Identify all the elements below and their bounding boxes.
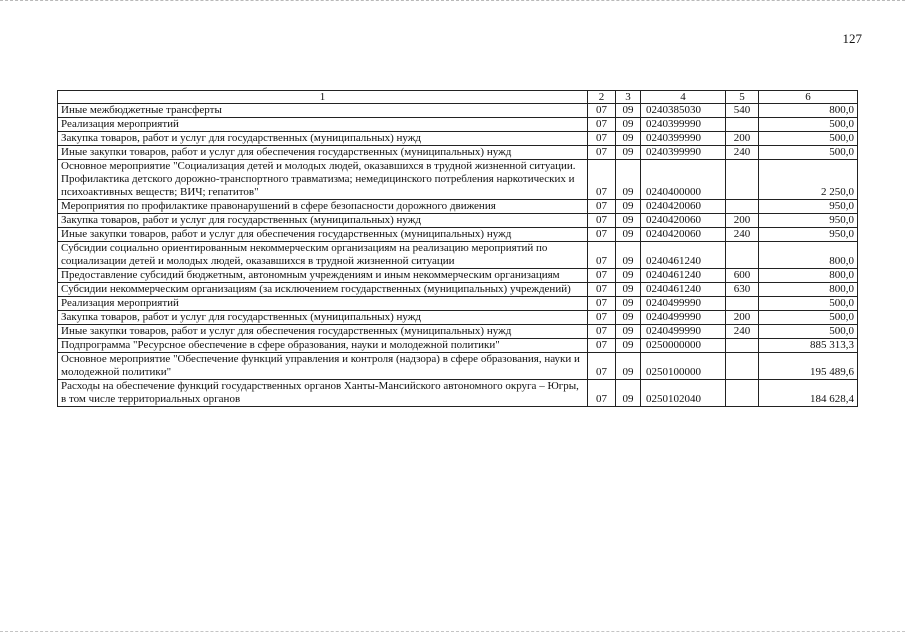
- row-expense-type-cell: 630: [726, 283, 759, 297]
- row-section-cell: 07: [588, 269, 616, 283]
- row-target-article-cell: 0240461240: [641, 242, 726, 269]
- row-name-cell: Основное мероприятие "Социализация детей и молодых людей, оказавшихся в трудной жизненной ситуации. Профилактика детского дорожно-транспортного травматизма; немедицинского потребления наркотических и психоактивных веществ; ВИЧ; гепатитов": [58, 160, 588, 200]
- row-expense-type-cell: 540: [726, 104, 759, 118]
- row-name-cell: Реализация мероприятий: [58, 118, 588, 132]
- header-cell: 5: [726, 91, 759, 104]
- row-target-article-cell: 0250000000: [641, 339, 726, 353]
- row-subsection-cell: 09: [616, 380, 641, 407]
- table-row: [58, 380, 858, 407]
- row-sum-cell: 500,0: [759, 132, 858, 146]
- row-target-article-cell: 0240420060: [641, 200, 726, 214]
- row-name-cell: Основное мероприятие "Обеспечение функций управления и контроля (надзора) в сфере образования, науки и молодежной политики": [58, 353, 588, 380]
- row-target-article-cell: 0240461240: [641, 283, 726, 297]
- header-cell: 2: [588, 91, 616, 104]
- row-section-cell: 07: [588, 214, 616, 228]
- row-target-article-cell: 0240420060: [641, 214, 726, 228]
- row-sum-cell: 800,0: [759, 104, 858, 118]
- row-target-article-cell: 0240420060: [641, 228, 726, 242]
- row-target-article-cell: 0240400000: [641, 160, 726, 200]
- row-name-cell: Иные межбюджетные трансферты: [58, 104, 588, 118]
- row-expense-type-cell: [726, 353, 759, 380]
- row-name-cell: Закупка товаров, работ и услуг для государственных (муниципальных) нужд: [58, 311, 588, 325]
- row-section-cell: 07: [588, 325, 616, 339]
- row-target-article-cell: 0240399990: [641, 132, 726, 146]
- table-row: [58, 228, 858, 242]
- row-name-cell: Расходы на обеспечение функций государственных органов Ханты-Мансийского автономного округа – Югры, в том числе территориальных органов: [58, 380, 588, 407]
- row-expense-type-cell: 200: [726, 311, 759, 325]
- row-name-cell: Иные закупки товаров, работ и услуг для обеспечения государственных (муниципальных) нужд: [58, 325, 588, 339]
- row-target-article-cell: 0240399990: [641, 146, 726, 160]
- row-name-cell: Предоставление субсидий бюджетным, автономным учреждениям и иным некоммерческим организациям: [58, 269, 588, 283]
- row-subsection-cell: 09: [616, 132, 641, 146]
- table-row: [58, 132, 858, 146]
- row-name-cell: Закупка товаров, работ и услуг для государственных (муниципальных) нужд: [58, 132, 588, 146]
- row-subsection-cell: 09: [616, 214, 641, 228]
- row-sum-cell: 500,0: [759, 297, 858, 311]
- row-expense-type-cell: [726, 118, 759, 132]
- row-section-cell: 07: [588, 353, 616, 380]
- table-row: [58, 242, 858, 269]
- table-row: [58, 104, 858, 118]
- row-name-cell: Иные закупки товаров, работ и услуг для обеспечения государственных (муниципальных) нужд: [58, 146, 588, 160]
- row-sum-cell: 500,0: [759, 146, 858, 160]
- row-subsection-cell: 09: [616, 283, 641, 297]
- row-section-cell: 07: [588, 118, 616, 132]
- row-subsection-cell: 09: [616, 160, 641, 200]
- row-expense-type-cell: [726, 380, 759, 407]
- table-row: [58, 311, 858, 325]
- row-name-cell: Реализация мероприятий: [58, 297, 588, 311]
- row-subsection-cell: 09: [616, 228, 641, 242]
- scan-edge-bottom: [0, 631, 905, 632]
- row-expense-type-cell: [726, 200, 759, 214]
- row-subsection-cell: 09: [616, 104, 641, 118]
- row-section-cell: 07: [588, 200, 616, 214]
- table-row: [58, 146, 858, 160]
- row-section-cell: 07: [588, 311, 616, 325]
- header-cell: 1: [58, 91, 588, 104]
- row-section-cell: 07: [588, 380, 616, 407]
- row-sum-cell: 195 489,6: [759, 353, 858, 380]
- header-cell: 3: [616, 91, 641, 104]
- row-section-cell: 07: [588, 283, 616, 297]
- page-number: 127: [842, 31, 862, 46]
- row-subsection-cell: 09: [616, 200, 641, 214]
- row-name-cell: Иные закупки товаров, работ и услуг для обеспечения государственных (муниципальных) нужд: [58, 228, 588, 242]
- row-sum-cell: 800,0: [759, 283, 858, 297]
- row-sum-cell: 2 250,0: [759, 160, 858, 200]
- row-expense-type-cell: 200: [726, 132, 759, 146]
- row-section-cell: 07: [588, 228, 616, 242]
- row-subsection-cell: 09: [616, 311, 641, 325]
- row-sum-cell: 500,0: [759, 325, 858, 339]
- header-cell: 4: [641, 91, 726, 104]
- row-target-article-cell: 0240499990: [641, 297, 726, 311]
- row-sum-cell: 950,0: [759, 200, 858, 214]
- row-expense-type-cell: 600: [726, 269, 759, 283]
- row-target-article-cell: 0240399990: [641, 118, 726, 132]
- row-sum-cell: 500,0: [759, 311, 858, 325]
- row-name-cell: Закупка товаров, работ и услуг для государственных (муниципальных) нужд: [58, 214, 588, 228]
- table-row: [58, 269, 858, 283]
- table-row: [58, 339, 858, 353]
- row-section-cell: 07: [588, 104, 616, 118]
- row-subsection-cell: 09: [616, 242, 641, 269]
- row-sum-cell: 800,0: [759, 269, 858, 283]
- table-row: [58, 118, 858, 132]
- row-subsection-cell: 09: [616, 353, 641, 380]
- table-row: [58, 200, 858, 214]
- table-row: [58, 325, 858, 339]
- table-header-row: [58, 91, 858, 104]
- row-name-cell: Субсидии некоммерческим организациям (за исключением государственных (муниципальных) учреждений): [58, 283, 588, 297]
- row-subsection-cell: 09: [616, 339, 641, 353]
- table-row: [58, 297, 858, 311]
- row-target-article-cell: 0240385030: [641, 104, 726, 118]
- table-row: [58, 214, 858, 228]
- row-expense-type-cell: [726, 160, 759, 200]
- row-section-cell: 07: [588, 339, 616, 353]
- row-sum-cell: 800,0: [759, 242, 858, 269]
- row-section-cell: 07: [588, 242, 616, 269]
- row-section-cell: 07: [588, 146, 616, 160]
- row-sum-cell: 184 628,4: [759, 380, 858, 407]
- row-target-article-cell: 0240499990: [641, 325, 726, 339]
- budget-table: [57, 90, 858, 407]
- table-row: [58, 160, 858, 200]
- row-expense-type-cell: [726, 297, 759, 311]
- scan-edge-top: [0, 0, 905, 1]
- row-target-article-cell: 0250100000: [641, 353, 726, 380]
- header-cell: 6: [759, 91, 858, 104]
- row-section-cell: 07: [588, 160, 616, 200]
- row-sum-cell: 500,0: [759, 118, 858, 132]
- row-expense-type-cell: 200: [726, 214, 759, 228]
- table-row: [58, 353, 858, 380]
- row-sum-cell: 885 313,3: [759, 339, 858, 353]
- row-name-cell: Мероприятия по профилактике правонарушений в сфере безопасности дорожного движения: [58, 200, 588, 214]
- row-expense-type-cell: 240: [726, 146, 759, 160]
- row-expense-type-cell: [726, 339, 759, 353]
- row-subsection-cell: 09: [616, 118, 641, 132]
- row-target-article-cell: 0240499990: [641, 311, 726, 325]
- row-expense-type-cell: 240: [726, 325, 759, 339]
- row-subsection-cell: 09: [616, 325, 641, 339]
- row-sum-cell: 950,0: [759, 228, 858, 242]
- row-sum-cell: 950,0: [759, 214, 858, 228]
- row-subsection-cell: 09: [616, 297, 641, 311]
- row-target-article-cell: 0250102040: [641, 380, 726, 407]
- row-expense-type-cell: [726, 242, 759, 269]
- row-target-article-cell: 0240461240: [641, 269, 726, 283]
- table-row: [58, 283, 858, 297]
- row-name-cell: Подпрограмма "Ресурсное обеспечение в сфере образования, науки и молодежной политики": [58, 339, 588, 353]
- row-subsection-cell: 09: [616, 269, 641, 283]
- row-subsection-cell: 09: [616, 146, 641, 160]
- row-section-cell: 07: [588, 297, 616, 311]
- row-name-cell: Субсидии социально ориентированным некоммерческим организациям на реализацию мероприятий по социализации детей и молодых людей, оказавшихся в трудной жизненной ситуации: [58, 242, 588, 269]
- row-section-cell: 07: [588, 132, 616, 146]
- row-expense-type-cell: 240: [726, 228, 759, 242]
